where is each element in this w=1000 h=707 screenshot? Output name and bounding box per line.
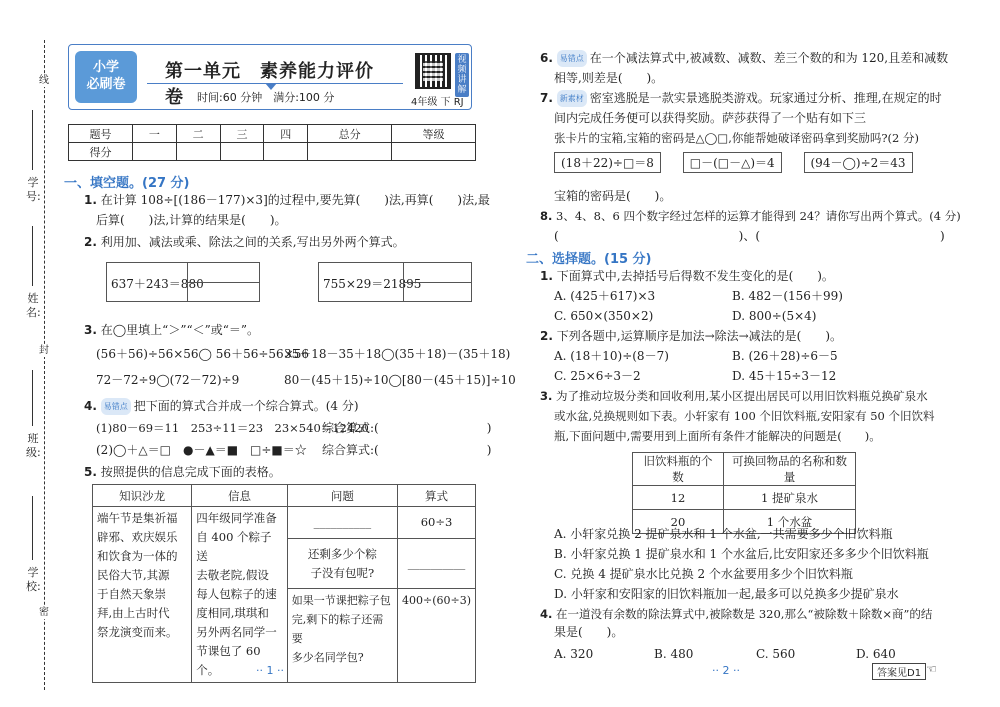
q3-row2a[interactable]: 72－72÷9◯(72－72)÷9 <box>96 373 240 387</box>
q3-text: 3. 在◯里填上“＞”“＜”或“＝”。 <box>84 323 259 337</box>
c1-option-d[interactable]: D. 800÷(5×4) <box>732 309 817 323</box>
c4-line1: 4. 在一道没有余数的除法算式中,被除数是 320,那么“被除数＋除数×商”的结 <box>540 607 933 621</box>
score-table <box>68 124 476 161</box>
cut-mark-seal: 封 <box>39 345 49 356</box>
q5-table: 知识沙龙 信息 问题 算式 端午节是集祈福 辟邪、欢庆娱乐 和饮食为一体的 民俗大节,其源 于自然天象崇 拜,由上古时代 祭龙演变而来。 四年级同学准备 自 400 个粽子送 去敬老院,假设 每人包粽子的速 度相同,琪琪和 另外两名同学一 节课包了 60 个。 __________ 60÷3 还剩多少个粽 子没有包呢? __________ 如果一节课把粽子包 完,剩下的粽子还需要 多少名同学包? 400÷(60÷3) <box>92 484 476 683</box>
card-3: (94－◯)÷2＝43 <box>804 152 913 173</box>
q7-line2: 间内完成任务便可以获得奖励。萨莎获得了一个贴有如下三 <box>554 111 867 125</box>
c2-option-c[interactable]: C. 25×6÷3－2 <box>554 369 641 383</box>
q6-line2: 相等,则差是( )。 <box>554 71 664 85</box>
c3-option-d[interactable]: D. 小轩家和安阳家的旧饮料瓶加一起,最多可以兑换多少提矿泉水 <box>554 587 899 601</box>
qr-code-icon[interactable] <box>415 53 451 89</box>
school-label: 学校: <box>26 566 41 593</box>
c4-option-c[interactable]: C. 560 <box>756 647 796 661</box>
table-header: 旧饮料瓶的个数 <box>633 453 724 486</box>
binding-strip <box>0 0 70 707</box>
q8-line1: 8. 3、4、8、6 四个数字经过怎样的运算才能得到 24？请你写出两个算式。(4 分) <box>540 209 961 223</box>
card-2: □－(□－△)＝4 <box>683 152 782 173</box>
brand-logo: 小学 必刷卷 <box>75 51 137 103</box>
c2-option-b[interactable]: B. (26＋28)÷6－5 <box>732 349 838 363</box>
q4-text: 4. 易错点 把下面的算式合并成一个综合算式。(4 分) <box>84 399 359 413</box>
card-1: (18＋22)÷□＝8 <box>554 152 661 173</box>
score-col: 一 <box>133 125 177 143</box>
section-2-title: 二、选择题。(15 分) <box>526 252 652 267</box>
q7-cards <box>554 152 931 173</box>
q5-formula-3: 400÷(60÷3) <box>397 589 475 683</box>
c3-line2: 或水盆,兑换规则如下表。小轩家有 100 个旧饮料瓶,安阳家有 50 个旧饮料 <box>554 409 935 423</box>
video-badge[interactable]: 视频讲解 <box>455 53 469 97</box>
name-label: 姓名: <box>26 292 41 319</box>
class-blank[interactable] <box>32 370 33 426</box>
exam-header <box>68 44 472 110</box>
table-row: 20 1 个水盆 <box>633 510 856 534</box>
q5-formula-blank[interactable]: __________ <box>397 539 475 589</box>
cut-mark-secret: 密 <box>39 607 49 618</box>
c4-line2: 果是( )。 <box>554 625 624 639</box>
tag-badge: 新素材 <box>557 90 587 107</box>
grade-label: 4年级 下 RJ <box>411 97 464 108</box>
q7-answer[interactable]: 宝箱的密码是( )。 <box>554 189 672 203</box>
q1-line2: 后算( )法,计算的结果是( )。 <box>96 213 287 227</box>
score-row-label: 得分 <box>69 143 133 161</box>
score-col: 总分 <box>308 125 392 143</box>
score-cell[interactable] <box>133 143 177 161</box>
c4-option-d[interactable]: D. 640 <box>856 647 896 661</box>
c2-option-d[interactable]: D. 45＋15÷3－12 <box>732 369 837 383</box>
c3-line1: 3. 为了推动垃圾分类和回收利用,某小区提出居民可以用旧饮料瓶兑换矿泉水 <box>540 389 928 403</box>
tag-badge: 易错点 <box>557 50 587 67</box>
page-number-1: ·· 1 ·· <box>256 664 284 677</box>
q5-text: 5. 按照提供的信息完成下面的表格。 <box>84 465 281 479</box>
q5-salon-text: 端午节是集祈福 辟邪、欢庆娱乐 和饮食为一体的 民俗大节,其源 于自然天象崇 拜,由上古时代 祭龙演变而来。 <box>93 507 192 683</box>
c1-text: 1. 下面算式中,去掉括号后得数不发生变化的是( )。 <box>540 269 834 283</box>
q4-answer1[interactable]: 综合算式:( ) <box>322 421 492 435</box>
hand-pointer-icon: ☜ <box>926 662 937 676</box>
exam-meta: 时间:60 分钟 满分:100 分 <box>197 91 335 104</box>
table-row: 12 1 提矿泉水 <box>633 486 856 510</box>
c3-exchange-table <box>632 452 856 534</box>
cut-mark-line: 线 <box>39 75 49 86</box>
student-id-label: 学号: <box>26 176 41 203</box>
q3-row1a[interactable]: (56＋56)÷56×56◯ 56＋56÷56×56 <box>96 347 309 361</box>
score-cell[interactable] <box>220 143 264 161</box>
q5-question-3: 如果一节课把粽子包 完,剩下的粽子还需要 多少名同学包? <box>287 589 397 683</box>
c1-option-a[interactable]: A. (425＋617)×3 <box>554 289 656 303</box>
q4-row2: (2)◯＋△＝□ ●－▲＝■ □÷■＝☆ <box>96 443 307 457</box>
score-col: 二 <box>176 125 220 143</box>
q3-row2b[interactable]: 80－(45＋15)÷10◯[80－(45＋15)]÷10 <box>284 373 516 387</box>
q4-answer2[interactable]: 综合算式:( ) <box>322 443 492 457</box>
score-col: 四 <box>264 125 308 143</box>
c3-option-b[interactable]: B. 小轩家兑换 1 提矿泉水和 1 个水盆后,比安阳家还多多少个旧饮料瓶 <box>554 547 929 561</box>
score-col: 等级 <box>392 125 476 143</box>
c2-text: 2. 下列各题中,运算顺序是加法→除法→减法的是( )。 <box>540 329 843 343</box>
name-blank[interactable] <box>32 226 33 286</box>
c3-line3: 瓶,下面问题中,需要用到上面所有条件才能解决的问题是( )。 <box>554 429 881 443</box>
school-blank[interactable] <box>32 496 33 560</box>
q7-line1: 7. 新素材 密室逃脱是一款实景逃脱类游戏。玩家通过分析、推理,在规定的时 <box>540 91 942 105</box>
q7-line3: 张卡片的宝箱,宝箱的密码是△◯□,你能帮她破译密码拿到奖励吗?(2 分) <box>554 131 919 145</box>
c3-option-c[interactable]: C. 兑换 4 提矿泉水比兑换 2 个水盆要用多少个旧饮料瓶 <box>554 567 853 581</box>
q6-line1: 6. 易错点 在一个减法算式中,被减数、减数、差三个数的和为 120,且差和减数 <box>540 51 949 65</box>
q1-line1: 1. 在计算 108÷[(186－177)×3]的过程中,要先算( )法,再算( )法,最 <box>84 193 490 207</box>
c2-option-a[interactable]: A. (18＋10)÷(8－7) <box>554 349 669 363</box>
q5-question-blank[interactable]: __________ <box>287 507 397 539</box>
q2-box-2: 755×29＝21895 <box>318 262 472 302</box>
score-header-label: 题号 <box>69 125 133 143</box>
c1-option-c[interactable]: C. 650×(350×2) <box>554 309 654 323</box>
q8-line2[interactable]: ( )、( ) <box>554 229 945 243</box>
answer-reference: 答案见D1 <box>872 663 926 680</box>
q2-box-1: 637＋243＝880 <box>106 262 260 302</box>
q5-info-text: 四年级同学准备 自 400 个粽子送 去敬老院,假设 每人包粽子的速 度相同,琪琪和 另外两名同学一 节课包了 60 个。 <box>192 507 287 683</box>
score-cell[interactable] <box>264 143 308 161</box>
q3-row1b[interactable]: 35＋18－35＋18◯(35＋18)－(35＋18) <box>284 347 511 361</box>
c4-option-a[interactable]: A. 320 <box>554 647 594 661</box>
page-number-2: ·· 2 ·· <box>712 664 740 677</box>
binding-dash-line <box>44 40 45 690</box>
student-id-blank[interactable] <box>32 110 33 170</box>
score-cell[interactable] <box>392 143 476 161</box>
score-cell[interactable] <box>176 143 220 161</box>
c1-option-b[interactable]: B. 482－(156＋99) <box>732 289 843 303</box>
q4-row1: (1)80－69＝11 253÷11＝23 23×540＝12420 <box>96 421 369 435</box>
score-cell[interactable] <box>308 143 392 161</box>
page-title: 第一单元 素养能力评价卷 <box>165 61 374 108</box>
q5-formula-1: 60÷3 <box>397 507 475 539</box>
q5-question-2: 还剩多少个粽 子没有包呢? <box>287 539 397 589</box>
tag-badge: 易错点 <box>101 398 131 415</box>
q2-text: 2. 利用加、减法或乘、除法之间的关系,写出另外两个算式。 <box>84 235 405 249</box>
score-col: 三 <box>220 125 264 143</box>
c4-option-b[interactable]: B. 480 <box>654 647 694 661</box>
class-label: 班级: <box>26 432 41 459</box>
table-header: 可换回物品的名称和数量 <box>723 453 855 486</box>
section-1-title: 一、填空题。(27 分) <box>64 176 190 191</box>
c3-option-a[interactable]: A. 小轩家兑换 2 提矿泉水和 1 个水盆,一共需要多少个旧饮料瓶 <box>554 527 893 541</box>
